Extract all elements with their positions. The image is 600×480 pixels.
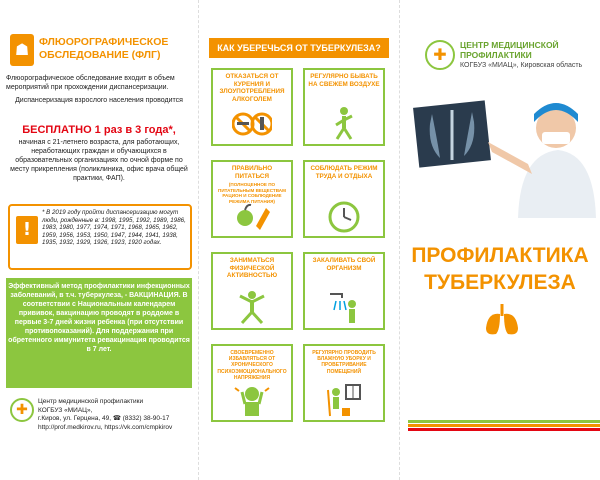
vaccination-box: Эффективный метод профилактики инфекционных заболеваний, в т.ч. туберкулеза, - ВАКЦИНАЦИЯ. В соответствии с Национальным календарем прививок, вакцинацию проводят в роддоме в первые 3-7 дней жизни ребенка (при отсутствии противопоказаний). Для поддержания при обретенного иммунитета ревакцинация проводится в 7 лет. [6,278,192,388]
free-text: БЕСПЛАТНО 1 раз в 3 года*, [22,124,176,136]
birth-years-notice [8,204,192,270]
no-smoking-no-alcohol-icon [232,106,272,142]
main-title-line2: ТУБЕРКУЛЕЗА [424,271,576,294]
intro-text: Флюорографическое обследование входит в объем мероприятий при прохождении диспансеризации. [6,75,175,91]
card-title: РЕГУЛЯРНО БЫВАТЬ НА СВЕЖЕМ ВОЗДУХЕ [308,73,380,88]
card-hardening [303,252,385,330]
card-no-smoking [211,68,293,146]
card-title: ЗАНИМАТЬСЯ ФИЗИЧЕСКОЙ АКТИВНОСТЬЮ [226,257,278,279]
main-title [404,242,596,296]
clock-icon [324,198,364,234]
card-title: ОТКАЗАТЬСЯ ОТ КУРЕНИЯ И ЗЛОУПОТРЕБЛЕНИЯ АЛКОГОЛЕМ [219,73,285,103]
footer-link[interactable]: http://prof.medkirov.ru, https://vk.com/cmpkirov [38,423,173,431]
who-text: начиная с 21-летнего возраста, для работающих, неработающих граждан и обучающихся в образовательных организациях по очной форме по месту прикрепления (поликлиника, офис врача общей практики, ФАП). [10,139,188,182]
right-panel [399,0,600,480]
xray-person-icon: ☗ [10,34,34,66]
dispensary-text: Диспансеризация взрослого населения проводится [15,97,183,104]
card-nutrition [211,160,293,238]
card-title: СВОЕВРЕМЕННО ИЗБАВЛЯТЬСЯ ОТ ХРОНИЧЕСКОГО ПСИХОЭМОЦИОНАЛЬНОГО НАПРЯЖЕНИЯ [217,350,287,381]
left-panel [0,0,198,480]
exclamation-icon: ! [16,216,38,244]
footer-contacts [38,398,196,432]
card-fresh-air [303,68,385,146]
stripe [408,420,600,423]
card-title: РЕГУЛЯРНО ПРОВОДИТЬ ВЛАЖНУЮ УБОРКУ И ПРОВЕТРИВАНИЕ ПОМЕЩЕНИЙ [312,350,376,375]
footer-line: КОГБУЗ «МИАЦ», [38,406,93,414]
card-title: ЗАКАЛИВАТЬ СВОЙ ОРГАНИЗМ [312,257,376,272]
walking-person-icon [324,106,364,142]
cleaning-icon [324,382,364,418]
middle-panel [198,0,400,480]
decorative-stripes [408,420,600,434]
center-logo-icon: ✚ [425,40,455,70]
notice-text: * В 2019 году пройти диспансеризацию могут люди, рожденные в: 1998, 1995, 1992, 1989, 1986, 1983, 1980, 1977, 1974, 1971, 1968, 1965, 1962, 1959, 1956, 1953, 1950, 1947, 1944, 1941, 1938, 1935, 1932, 1929, 1926, 1923, 1920 годах. [42,209,186,246]
center-sub: КОГБУЗ «МИАЦ», Кировская область [460,62,583,69]
card-cleaning [303,344,385,422]
footer-line: г.Киров, ул. Герцена, 49, ☎ (8332) 38-90-17 [38,415,170,422]
doctor-xray-photo [408,84,596,218]
main-title-line1: ПРОФИЛАКТИКА [411,244,589,267]
card-work-rest [303,160,385,238]
flg-title: ФЛЮОРОГРАФИЧЕСКОЕ ОБСЛЕДОВАНИЕ (ФЛГ) [39,36,169,61]
exercise-icon [232,290,272,326]
center-name: ЦЕНТР МЕДИЦИНСКОЙ ПРОФИЛАКТИКИ [460,40,559,60]
card-stress [211,344,293,422]
stripe [408,424,600,427]
shower-icon [324,290,364,326]
card-title: СОБЛЮДАТЬ РЕЖИМ ТРУДА И ОТДЫХА [310,165,378,180]
healthy-food-icon [232,198,272,234]
stress-icon [232,382,272,418]
footer-line: Центр медицинской профилактики [38,398,144,405]
center-logo-icon: ✚ [10,398,34,422]
lungs-icon [482,302,522,338]
card-subtitle: (ПОЛНОЦЕННОЕ ПО ПИТАТЕЛЬНЫМ ВЕЩЕСТВАМ РАЦИОН И СОБЛЮДЕНИЕ РЕЖИМА ПИТАНИЯ) [218,182,286,204]
how-to-protect-heading: КАК УБЕРЕЧЬСЯ ОТ ТУБЕРКУЛЕЗА? [209,38,389,58]
card-physical-activity [211,252,293,330]
card-title: ПРАВИЛЬНО ПИТАТЬСЯ [231,165,273,180]
stripe [408,428,600,431]
